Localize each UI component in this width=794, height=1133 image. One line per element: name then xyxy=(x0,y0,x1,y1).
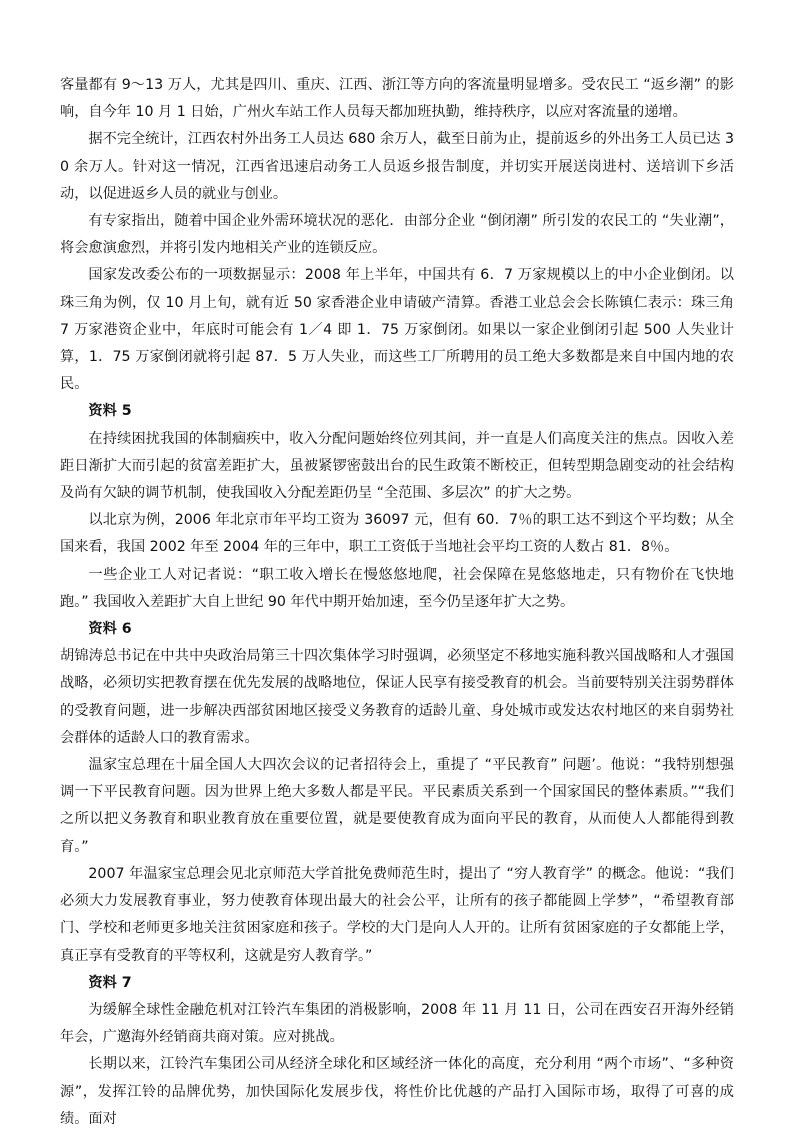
paragraph-ndrc-data: 国家发改委公布的一项数据显示：2008 年上半年，中国共有 6．7 万家规模以上的中小企业倒闭。以珠三角为例，仅 10 月上旬，就有近 50 家香港企业申请破产清算。香港工业总会会长陈镇仁表示：珠三角 7 万家港资企业中，年底时可能会有 1／4 即 1．75 万家倒闭。如果以一家企业倒闭引起 500 人失业计算，1．75 万家倒闭就将引起 87．5 万人失业，而这些工厂所聘用的员工绝大多数都是来自中国内地的农民。 xyxy=(60,267,734,393)
paragraph-income-distribution: 在持续困扰我国的体制痼疾中，收入分配问题始终位列其间，并一直是人们高度关注的焦点。因收入差距日渐扩大而引起的贫富差距扩大，虽被紧锣密鼓出台的民生政策不断校正，但转型期急剧变动的社会结构及尚有欠缺的调节机制，使我国收入分配差距仍呈 “全范围、多层次” 的扩大之势。 xyxy=(60,430,734,502)
paragraph-jiangxi-returnees: 据不完全统计，江西农村外出务工人员达 680 余万人，截至日前为止，提前返乡的外出务工人员已达 30 余万人。针对这一情况，江西省迅速启动务工人员返乡报告制度，并切实开展送岗进村、送培训下乡活动，以促进返乡人员的就业与创业。 xyxy=(60,131,734,202)
paragraph-wen-jiabao-civilian-education: 温家宝总理在十届全国人大四次会议的记者招待会上，重提了 “平民教育” 问题’。他说：“我特别想强调一下平民教育问题。因为世界上绝大多数人都是平民。平民素质关系到一个国家国民的整体素质。”“我们之所以把义务教育和职业教育放在重要位置，就是要使教育成为面向平民的教育，从而使人人都能得到教育。” xyxy=(60,757,734,855)
section-heading-material-7: 资料 7 xyxy=(88,974,132,991)
paragraph-poor-education: 2007 年温家宝总理会见北京师范大学首批免费师范生时，提出了 “穷人教育学” 的概念。他说：“我们必须大力发展教育事业，努力使教育体现出最大的社会公平，让所有的孩子都能圆上学梦”，“希望教育部门、学校和老师更多地关注贫困家庭和孩子。学校的大门是向人人开的。让所有贫困家庭的子女都能上学，真正享有受教育的平等权利，这就是穷人教育学。” xyxy=(60,865,734,964)
paragraph-workers-quote: 一些企业工人对记者说：“职工收入增长在慢悠悠地爬，社会保障在晃悠悠地走，只有物价在飞快地跑。” 我国收入差距扩大自上世纪 90 年代中期开始加速，至今仍呈逐年扩大之势。 xyxy=(60,566,734,610)
paragraph-expert-opinion: 有专家指出，随着中国企业外需环境状况的恶化．由部分企业 “倒闭潮” 所引发的农民工的 “失业潮”，将会愈演愈烈，并将引发内地相关产业的连锁反应。 xyxy=(60,213,734,257)
paragraph-beijing-wages: 以北京为例，2006 年北京市年平均工资为 36097 元，但有 60．7％的职工达不到这个平均数；从全国来看，我国 2002 年至 2004 年的三年中，职工工资低于当地社会平均工资的人数占 81．8％。 xyxy=(60,512,734,556)
paragraph-continued: 客量都有 9～13 万人，尤其是四川、重庆、江西、浙江等方向的客流量明显增多。受农民工 “返乡潮” 的影响，自今年 10 月 1 日始，广州火车站工作人员每天都加班执勤，维持秩序，以应对客流量的递增。 xyxy=(60,77,734,121)
section-heading-material-6: 资料 6 xyxy=(88,621,132,638)
paragraph-jiangling-strategy: 长期以来，江铃汽车集团公司从经济全球化和区域经济一体化的高度，充分利用 “两个市场”、“多种资源”，发挥江铃的品牌优势，加快国际化发展步伐，将性价比优越的产品打入国际市场，取得了可喜的成绩。面对 xyxy=(60,1056,734,1127)
section-heading-material-5: 资料 5 xyxy=(88,403,132,420)
paragraph-hu-jintao: 胡锦涛总书记在中共中央政治局第三十四次集体学习时强调，必须坚定不移地实施科教兴国战略和人才强国战略，必须切实把教育摆在优先发展的战略地位，保证人民享有接受教育的机会。当前要特别关注弱势群体的受教育问题，进一步解决西部贫困地区接受义务教育的适龄儿童、身处城市或发达农村地区的来自弱势社会群体的适龄人口的教育需求。 xyxy=(60,648,734,746)
paragraph-jiangling-meeting: 为缓解全球性金融危机对江铃汽车集团的消极影响，2008 年 11 月 11 日，公司在西安召开海外经销年会，广邀海外经销商共商对策。应对挑战。 xyxy=(60,1001,734,1046)
